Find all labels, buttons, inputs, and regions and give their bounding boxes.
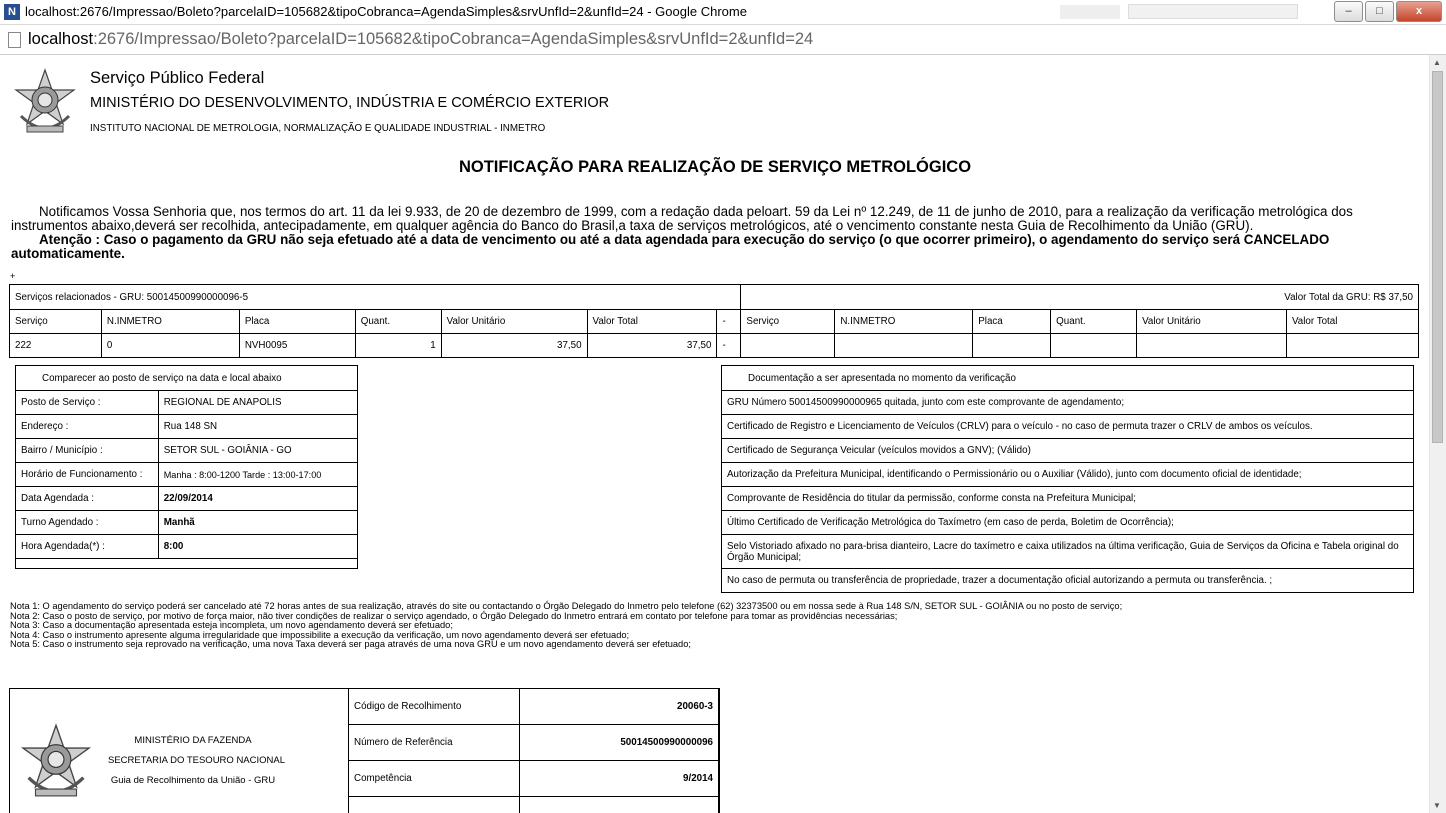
turno-agendado-label: Turno Agendado : <box>16 511 159 535</box>
col-header-n-inmetro-2: N.INMETRO <box>835 310 973 334</box>
address-url[interactable] <box>28 30 813 49</box>
cell-valor-total: 37,50 <box>587 334 717 358</box>
scroll-up-arrow-icon[interactable]: ▲ <box>1433 58 1441 67</box>
note-2: Nota 2: Caso o posto de serviço, por motivo de força maior, não tiver condições de realizar o serviço agendado, o Órgão Delegado do Inmetro entrará em contato por telefone para tomar as providências necessárias; <box>10 610 898 621</box>
cell-n-inmetro-2 <box>835 334 973 358</box>
gru-empty-value <box>519 797 718 813</box>
note-3: Nota 3: Caso a documentação apresentada esteja incompleta, um novo agendamento deverá ser efetuado; <box>10 620 453 631</box>
endereco-label: Endereço : <box>16 415 159 439</box>
doc-item-seguranca: Certificado de Segurança Veicular (veículos movidos a GNV); (Válido) <box>722 439 1414 463</box>
cell-valor-unitario-2 <box>1137 334 1287 358</box>
window-controls <box>1332 1 1442 22</box>
list-item <box>722 569 1414 593</box>
header-servico-publico: Serviço Público Federal <box>90 69 265 87</box>
marker-plus: + <box>10 271 16 281</box>
note-5: Nota 5: Caso o instrumento seja reprovado na verificação, uma nova Taxa deverá ser paga através de uma nova GRU e um novo agendamento deverá ser efetuado; <box>10 639 691 650</box>
turno-agendado-value: Manhã <box>158 511 357 535</box>
documentacao-table <box>721 365 1414 593</box>
scroll-down-arrow-icon[interactable]: ▼ <box>1433 801 1441 810</box>
doc-item-gru: GRU Número 50014500990000965 quitada, junto com este comprovante de agendamento; <box>722 391 1414 415</box>
doc-item-autorizacao: Autorização da Prefeitura Municipal, identificando o Permissionário ou o Auxiliar (Válido), junto com documento oficial de identidade; <box>722 463 1414 487</box>
attention-text: Atenção : Caso o pagamento da GRU não seja efetuado até a data de vencimento ou até a data agendada para execução do serviço (o que ocorrer primeiro), o agendamento do serviço será CANCELADO automaticamente. <box>11 232 1330 261</box>
posto-footer <box>16 559 358 569</box>
col-header-quant-2: Quant. <box>1051 310 1137 334</box>
col-header-n-inmetro: N.INMETRO <box>101 310 239 334</box>
list-item <box>722 391 1414 415</box>
gru-empty-label <box>349 797 520 813</box>
table-row <box>349 725 719 761</box>
col-header-separator: - <box>717 310 741 334</box>
vertical-scrollbar[interactable] <box>1429 55 1446 813</box>
doc-item-crlv: Certificado de Registro e Licenciamento de Veículos (CRLV) para o veículo - no caso de permuta trazer o CRLV de ambos os veículos. <box>722 415 1414 439</box>
page-icon <box>8 32 21 48</box>
col-header-servico: Serviço <box>10 310 102 334</box>
url-path: :2676/Impressao/Boleto?parcelaID=105682&tipoCobranca=AgendaSimples&srvUnfId=2&unfId=24 <box>93 30 814 48</box>
services-gru-label: Serviços relacionados - GRU: 50014500990000096-5 <box>10 285 741 310</box>
numero-referencia-label: Número de Referência <box>349 725 520 761</box>
data-agendada-value: 22/09/2014 <box>158 487 357 511</box>
list-item <box>722 415 1414 439</box>
page-content <box>0 55 1430 813</box>
hora-agendada-label: Hora Agendada(*) : <box>16 535 159 559</box>
window-title: localhost:2676/Impressao/Boleto?parcelaID=105682&tipoCobranca=AgendaSimples&srvUnfId=2&unfId=24 - Google Chrome <box>25 4 747 19</box>
note-4: Nota 4: Caso o instrumento apresente alguma irregularidade que impossibilite a execução da verificação, um novo agendamento deverá ser efetuado; <box>10 629 630 640</box>
table-row <box>16 511 358 535</box>
header-instituto: INSTITUTO NACIONAL DE METROLOGIA, NORMALIZAÇÃO E QUALIDADE INDUSTRIAL - INMETRO <box>90 123 546 134</box>
numero-referencia-value: 50014500990000096 <box>519 725 718 761</box>
doc-item-residencia: Comprovante de Residência do titular da permissão, conforme consta na Prefeitura Municipal; <box>722 487 1414 511</box>
cell-separator: - <box>717 334 741 358</box>
notification-title: NOTIFICAÇÃO PARA REALIZAÇÃO DE SERVIÇO METROLÓGICO <box>458 158 972 176</box>
table-row <box>16 439 358 463</box>
table-row <box>16 487 358 511</box>
horario-label: Horário de Funcionamento : <box>16 463 159 487</box>
services-total-label: Valor Total da GRU: R$ 37,50 <box>741 285 1419 310</box>
gru-ministerio-fazenda: MINISTÉRIO DA FAZENDA <box>134 735 252 746</box>
col-header-valor-total-2: Valor Total <box>1287 310 1419 334</box>
cell-valor-unitario: 37,50 <box>441 334 587 358</box>
table-row <box>10 334 1419 358</box>
url-host: localhost <box>28 30 94 48</box>
posto-table <box>15 365 358 569</box>
gru-guia: Guia de Recolhimento da União - GRU <box>110 775 276 786</box>
col-header-servico-2: Serviço <box>741 310 835 334</box>
close-button[interactable]: x <box>1396 1 1442 22</box>
table-row <box>349 797 719 813</box>
app-logo-icon: N <box>4 4 20 20</box>
minimize-button[interactable]: – <box>1334 1 1363 22</box>
codigo-recolhimento-label: Código de Recolhimento <box>349 689 520 725</box>
header-ministerio: MINISTÉRIO DO DESENVOLVIMENTO, INDÚSTRIA E COMÉRCIO EXTERIOR <box>90 95 610 111</box>
doc-item-permuta: No caso de permuta ou transferência de propriedade, trazer a documentação oficial autorizando a permuta ou transferência. ; <box>722 569 1414 593</box>
doc-item-certificado: Último Certificado de Verificação Metrológica do Taxímetro (em caso de perda, Boletim de Ocorrência); <box>722 511 1414 535</box>
col-header-valor-unitario: Valor Unitário <box>441 310 587 334</box>
col-header-quant: Quant. <box>355 310 441 334</box>
posto-value: REGIONAL DE ANAPOLIS <box>158 391 357 415</box>
notification-body <box>11 205 1411 261</box>
table-row <box>16 463 358 487</box>
table-row <box>16 535 358 559</box>
gru-table <box>348 688 719 813</box>
titlebar-faded-tab <box>1060 5 1120 19</box>
table-row <box>16 415 358 439</box>
maximize-button[interactable]: □ <box>1365 1 1394 22</box>
gru-secretaria: SECRETARIA DO TESOURO NACIONAL <box>108 755 286 766</box>
bairro-label: Bairro / Município : <box>16 439 159 463</box>
competencia-label: Competência <box>349 761 520 797</box>
doc-item-selo: Selo Vistoriado afixado no para-brisa dianteiro, Lacre do taxímetro e caixa utilizados na última verificação, Guia de Serviços da Oficina e Tabela original do Órgão Municipal; <box>722 535 1414 569</box>
cell-servico-2 <box>741 334 835 358</box>
window-titlebar <box>0 0 1446 25</box>
address-bar[interactable] <box>0 25 1446 55</box>
gru-section <box>9 688 720 813</box>
col-header-placa: Placa <box>239 310 355 334</box>
notification-text: Notificamos Vossa Senhoria que, nos termos do art. 11 da lei 9.933, de 20 de dezembro de 1999, com a redação dada peloart. 59 da Lei nº 12.249, de 11 de junho de 2010, para a realização da verificação metrológica dos instrumentos abaixo,deverá ser recolhida, antecipadamente, em qualquer agência do Banco do Brasil,a taxa de serviços metrológicos, até o vencimento constante nesta Guia de Recolhimento da União (GRU). <box>11 204 1353 233</box>
cell-n-inmetro: 0 <box>101 334 239 358</box>
col-header-valor-total: Valor Total <box>587 310 717 334</box>
list-item <box>722 463 1414 487</box>
cell-valor-total-2 <box>1287 334 1419 358</box>
cell-placa: NVH0095 <box>239 334 355 358</box>
table-row <box>16 391 358 415</box>
horario-value: Manha : 8:00-1200 Tarde : 13:00-17:00 <box>158 463 357 487</box>
scrollbar-thumb[interactable] <box>1432 71 1443 443</box>
notes-section <box>10 602 1122 650</box>
list-item <box>722 487 1414 511</box>
list-item <box>722 439 1414 463</box>
cell-quant-2 <box>1051 334 1137 358</box>
codigo-recolhimento-value: 20060-3 <box>519 689 718 725</box>
list-item <box>722 535 1414 569</box>
titlebar-searchbox[interactable] <box>1128 4 1298 19</box>
cell-quant: 1 <box>355 334 441 358</box>
cell-servico: 222 <box>10 334 102 358</box>
table-row <box>349 761 719 797</box>
note-1: Nota 1: O agendamento do serviço poderá ser cancelado até 72 horas antes de sua realização, através do site ou contactando o Órgão Delegado do Inmetro pelo telefone (62) 32373500 ou em nossa sede à Rua 148 S/N, SETOR SUL - GOIÂNIA ou no posto de serviço; <box>10 601 1123 611</box>
bairro-value: SETOR SUL - GOIÂNIA - GO <box>158 439 357 463</box>
table-row <box>349 689 719 725</box>
list-item <box>722 511 1414 535</box>
posto-label: Posto de Serviço : <box>16 391 159 415</box>
brasao-emblem-icon <box>13 68 77 140</box>
cell-placa-2 <box>973 334 1051 358</box>
services-table <box>9 284 1419 358</box>
competencia-value: 9/2014 <box>519 761 718 797</box>
posto-title: Comparecer ao posto de serviço na data e local abaixo <box>16 366 358 391</box>
col-header-placa-2: Placa <box>973 310 1051 334</box>
hora-agendada-value: 8:00 <box>158 535 357 559</box>
endereco-value: Rua 148 SN <box>158 415 357 439</box>
documentacao-title: Documentação a ser apresentada no momento da verificação <box>722 366 1414 391</box>
data-agendada-label: Data Agendada : <box>16 487 159 511</box>
brasao-emblem-icon <box>18 723 94 805</box>
col-header-valor-unitario-2: Valor Unitário <box>1137 310 1287 334</box>
